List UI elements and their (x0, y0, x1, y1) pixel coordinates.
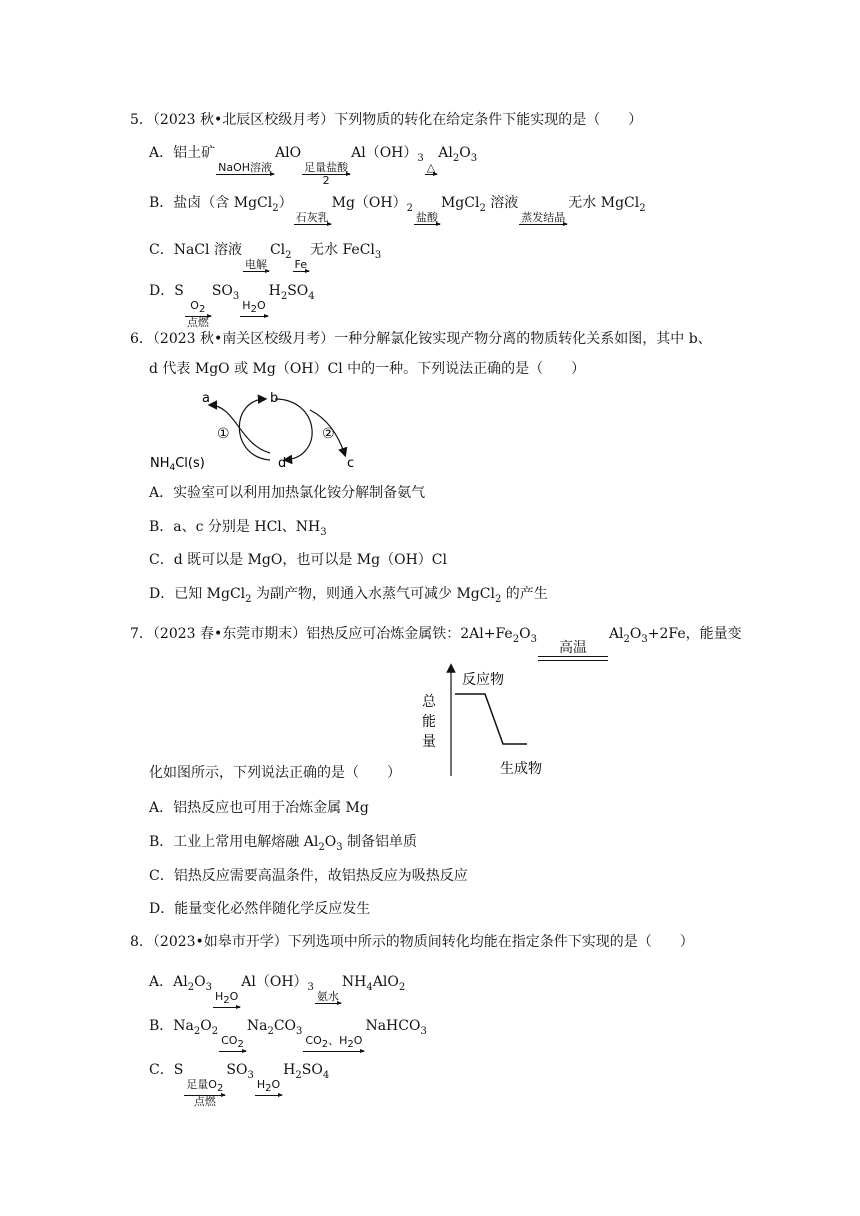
q6-stem-line2: d 代表 MgO 或 Mg（OH）Cl 中的一种。下列说法正确的是（ ） (149, 361, 586, 377)
q5a-s3c: O (459, 145, 471, 161)
q7-stem-a: 7．（2023 春•东莞市期末）铝热反应可冶炼金属铁：2Al+Fe (130, 626, 513, 642)
q5c-sub2: 3 (374, 249, 382, 261)
q8a-s2b: AlO (372, 974, 399, 990)
q8c-cond1: 足量O (186, 1078, 217, 1091)
q5b-cond3: 蒸发结晶 (521, 211, 566, 224)
q7b-t2: O (324, 834, 337, 850)
q5c-label: C．NaCl 溶液 (149, 242, 242, 258)
q8b-cond2-sub: 2 (321, 1039, 329, 1051)
q7-stem-line2: 化如图所示，下列说法正确的是（ ） (149, 765, 401, 781)
q5b-cond2: 盐酸 (415, 211, 438, 224)
q6d-sub2: 2 (494, 593, 502, 605)
q5a-s3b: 2 (452, 152, 460, 164)
q8a-sub1: 3 (307, 981, 314, 993)
q5a-cond3: △ (426, 161, 436, 174)
q8c-sub2b: 4 (322, 1069, 330, 1081)
q8-stem: 8．（2023•如皋市开学）下列选项中所示的物质间转化均能在指定条件下实现的是（ ） (130, 934, 694, 950)
q7-sub1: 2 (512, 633, 520, 645)
q8c-sub2: 2 (295, 1069, 302, 1081)
q7-sub2: 3 (530, 633, 537, 645)
q6-fig-b: b (270, 391, 279, 406)
q5d-cond1-sub: 2 (198, 304, 206, 316)
q7-reactant-label: 反应物 (462, 672, 504, 688)
q7b-sub1: 2 (318, 841, 325, 853)
q8a-o: O (194, 974, 206, 990)
q5d-sub2: 2 (280, 290, 288, 302)
q8a-sub3: 4 (366, 981, 373, 993)
q5b-s2: MgCl (440, 195, 480, 211)
q5b-sub2: 2 (479, 202, 486, 214)
q5d-s2b: SO (287, 283, 309, 299)
q7-option-a: A．铝热反应也可用于冶炼金属 Mg (149, 800, 369, 816)
arrow-icon (294, 224, 331, 225)
q6-fig-a: a (202, 391, 210, 406)
q7-stem-b: Al (608, 626, 624, 642)
arrow-icon (184, 1095, 225, 1096)
q5a-label: A．铝土矿 (149, 145, 216, 161)
q5d-cond2-o: O (256, 299, 266, 312)
q6-stem-line1: 6．（2023 秋•南关区校级月考）一种分解氯化铵实现产物分离的物质转化关系如图，其中 b、 (130, 331, 712, 347)
arrow-icon (414, 224, 440, 225)
q5-stem: 5．（2023 秋•北辰区校级月考）下列物质的转化在给定条件下能实现的是（ ） (130, 112, 643, 128)
q6-fig-nh4cl: $NH_4Cl(s)$ (150, 456, 205, 473)
q5a-s3: Al (438, 145, 453, 161)
q5b-label: B．盐卤（含 MgCl (149, 195, 273, 211)
arrow-icon (243, 271, 269, 272)
q7-ylabel-2: 能 (422, 714, 436, 730)
q8a-cond1: H (214, 990, 224, 1003)
q7-option-b (149, 832, 417, 858)
q8b-cond2-c: O (353, 1034, 363, 1047)
arrow-icon (255, 1095, 282, 1096)
q7-o2: O (629, 626, 642, 642)
q8b-o: O (200, 1018, 212, 1034)
q5c-cond1: 电解 (244, 258, 267, 271)
q8c-cond1-sub: 2 (216, 1083, 224, 1095)
q5b-s1: Mg（OH） (331, 195, 407, 211)
q5-option-c (149, 240, 381, 284)
arrow-icon (185, 316, 211, 317)
q6-option-b (149, 517, 327, 543)
q6-arc-b-to-d (275, 399, 312, 460)
q8b-sub2: 2 (211, 1025, 219, 1037)
q6-fig-c: c (347, 456, 355, 471)
q7-option-d: D．能量变化必然伴随化学反应发生 (149, 901, 371, 917)
q8b-s2: NaHCO (365, 1018, 421, 1034)
q5b-close: ） (278, 195, 293, 211)
q5d-cond1: O (190, 299, 199, 312)
q8-option-b (149, 1016, 427, 1064)
q8c-cond2-o: O (271, 1078, 281, 1091)
q8-option-a (149, 972, 405, 1020)
q8c-sub1: 3 (247, 1069, 254, 1081)
q8b-sub1b: 3 (296, 1025, 303, 1037)
q5c-sub1: 2 (285, 249, 292, 261)
q8b-cond1-sub: 2 (237, 1039, 244, 1051)
q6-option-c: C．d 既可以是 MgO，也可以是 Mg（OH）Cl (149, 552, 447, 568)
q7b-t1: B．工业上常用电解熔融 Al (149, 834, 319, 850)
q6-option-d (149, 584, 548, 610)
q5d-s1: SO (211, 283, 233, 299)
q7-sub3: 2 (623, 633, 630, 645)
q5b-sub: 2 (272, 202, 279, 214)
q7-ylabel-3: 量 (422, 734, 436, 750)
q7b-sub2: 3 (336, 841, 343, 853)
q8a-label: A．Al (149, 974, 188, 990)
arrow-icon (213, 1007, 240, 1008)
q5b-s2b: 溶液 (485, 195, 519, 211)
q7-stem-c: +2Fe，能量变 (647, 626, 742, 642)
q5a-s3d: 3 (470, 152, 478, 164)
q6-cycle-diagram (140, 385, 370, 475)
q5d-label: D．S (149, 283, 184, 299)
q5-option-b (149, 193, 646, 237)
q5a-sub3: 3 (417, 152, 424, 164)
arrow-icon (425, 174, 437, 175)
q8c-s2: H (283, 1062, 296, 1078)
q8a-cond2: 氨水 (316, 990, 339, 1003)
q7-o1: O (519, 626, 531, 642)
arrow-icon (240, 316, 267, 317)
q8b-sub: 2 (193, 1025, 201, 1037)
arrow-icon (519, 224, 567, 225)
q6-option-a: A．实验室可以利用加热氯化铵分解制备氨气 (149, 485, 426, 501)
q5b-cond1: 石灰乳 (295, 211, 329, 224)
q7-option-c: C．铝热反应需要高温条件，故铝热反应为吸热反应 (149, 868, 468, 884)
q7-cond: 高温 (558, 640, 587, 656)
q8c-s1: SO (226, 1062, 248, 1078)
q5d-cond1-bottom: 点燃 (186, 316, 209, 330)
q5b-s3: 无水 MgCl (568, 195, 640, 211)
q6b-text: B．a、c 分别是 HCl、NH (149, 519, 321, 535)
q8a-sub: 2 (187, 981, 195, 993)
q5d-sub1: 3 (232, 290, 240, 302)
q8c-label: C．S (149, 1062, 184, 1078)
arrow-icon (302, 174, 350, 175)
q8b-s1b: CO (273, 1018, 297, 1034)
q6-fig-step1: ① (217, 426, 230, 442)
q8c-s2b: SO (301, 1062, 323, 1078)
q6d-t1: D．已知 MgCl (149, 586, 246, 602)
q5a-s1: AlO (275, 145, 302, 161)
q5-option-d (149, 281, 315, 329)
q8c-cond2-sub: 2 (265, 1083, 272, 1095)
q5c-cond2: Fe (294, 258, 308, 271)
q8a-cond1-sub: 2 (223, 995, 230, 1007)
q6-fig-d: d (278, 456, 287, 471)
q8b-label: B．Na (149, 1018, 194, 1034)
q8b-sub2b: 3 (420, 1025, 427, 1037)
q5a-cond2: 足量盐酸 (304, 161, 349, 174)
q7-ylabel-1: 总 (422, 694, 436, 710)
q8-option-c (149, 1060, 329, 1108)
q8b-cond1: CO (221, 1034, 238, 1047)
arrow-icon (315, 1003, 341, 1004)
q5a-s2: Al（OH） (351, 145, 418, 161)
energy-profile-line (455, 694, 527, 744)
q6-fig-step2: ② (322, 426, 335, 442)
q5-option-a (149, 143, 477, 187)
q6d-t2: 为副产物，则通入水蒸气可减少 MgCl (251, 586, 495, 602)
q7-energy-diagram (415, 660, 565, 782)
q8b-s1: Na (246, 1018, 268, 1034)
q6d-sub1: 2 (245, 593, 252, 605)
q8b-cond2-sub2: 2 (347, 1039, 354, 1051)
q8a-s2: NH (341, 974, 367, 990)
q6d-t3: 的产生 (501, 586, 548, 602)
q5c-s2: 无水 FeCl (310, 242, 375, 258)
q7-sub4: 3 (641, 633, 648, 645)
q8b-cond2: CO (305, 1034, 322, 1047)
q5b-sub3: 2 (639, 202, 646, 214)
q8c-cond1-bottom: 点燃 (193, 1095, 216, 1109)
q5c-s1: Cl (269, 242, 286, 258)
q8c-cond2: H (256, 1078, 266, 1091)
q5d-cond2: H (242, 299, 251, 312)
q7b-t3: 制备铝单质 (342, 834, 418, 850)
q8a-cond1-o: O (229, 990, 239, 1003)
q7-product-label: 生成物 (500, 761, 542, 777)
q8b-cond2-b: 、H (328, 1034, 348, 1047)
q5b-sub1: 2 (406, 202, 413, 214)
q8a-sub2: 3 (205, 981, 212, 993)
q5d-cond2-sub: 2 (250, 304, 257, 316)
q8b-sub1: 2 (267, 1025, 274, 1037)
q8a-s1: Al（OH） (241, 974, 308, 990)
q6b-sub: 3 (320, 526, 327, 538)
q5d-sub2b: 4 (308, 290, 315, 302)
arrow-icon (219, 1051, 246, 1052)
arrow-icon (216, 174, 274, 175)
arrow-icon (293, 271, 310, 272)
q8a-sub4: 2 (398, 981, 406, 993)
q5a-cond1: NaOH溶液 (218, 161, 273, 174)
arrow-icon (303, 1051, 364, 1052)
q5a-sub2: 2 (322, 174, 330, 187)
q5d-s2: H (268, 283, 281, 299)
